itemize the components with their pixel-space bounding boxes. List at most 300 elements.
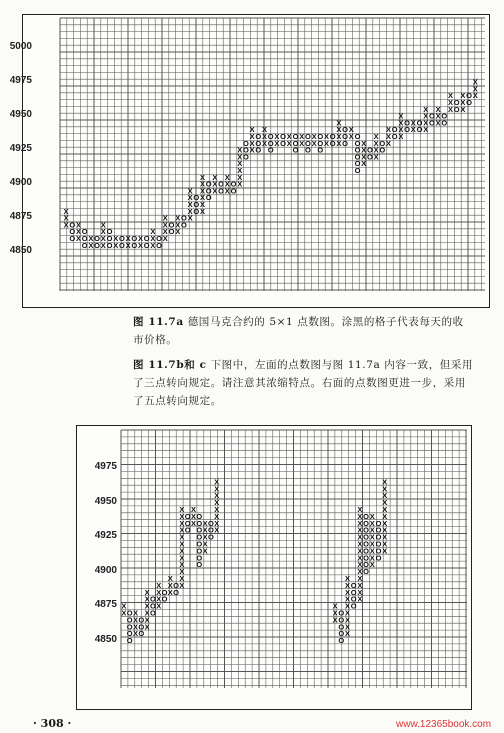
o-mark: O bbox=[106, 240, 113, 250]
x-mark: X bbox=[162, 234, 168, 243]
o-mark: O bbox=[466, 98, 473, 107]
chart-bc-grid bbox=[121, 430, 467, 688]
o-mark: O bbox=[255, 138, 262, 148]
x-mark: X bbox=[175, 220, 181, 230]
x-mark: X bbox=[249, 138, 255, 148]
o-mark: O bbox=[255, 132, 262, 141]
o-mark: O bbox=[304, 145, 311, 155]
x-mark: X bbox=[175, 213, 181, 223]
x-mark: X bbox=[385, 132, 392, 141]
x-mark: X bbox=[144, 594, 150, 604]
o-mark: O bbox=[193, 206, 200, 216]
x-mark: X bbox=[344, 601, 351, 611]
x-mark: X bbox=[144, 601, 150, 611]
o-mark: O bbox=[149, 601, 156, 611]
x-mark: X bbox=[423, 111, 429, 121]
o-mark: O bbox=[94, 234, 101, 243]
x-mark: X bbox=[357, 587, 363, 597]
x-mark: X bbox=[472, 77, 478, 87]
x-mark: X bbox=[224, 186, 230, 196]
x-mark: X bbox=[156, 587, 162, 597]
x-mark: X bbox=[382, 477, 388, 487]
o-mark: O bbox=[196, 539, 203, 549]
o-mark: O bbox=[363, 532, 370, 542]
x-mark: X bbox=[369, 518, 375, 528]
o-mark: O bbox=[126, 622, 133, 632]
x-mark: X bbox=[344, 594, 351, 604]
y-tick-label: 4975 bbox=[9, 75, 32, 86]
o-mark: O bbox=[354, 159, 361, 169]
o-mark: O bbox=[363, 553, 370, 563]
x-mark: X bbox=[187, 200, 193, 209]
x-mark: X bbox=[237, 145, 243, 155]
o-mark: O bbox=[118, 234, 125, 243]
x-mark: X bbox=[167, 574, 173, 583]
o-mark: O bbox=[338, 622, 345, 632]
o-mark: O bbox=[180, 213, 187, 223]
o-mark: O bbox=[317, 145, 324, 155]
x-mark: X bbox=[132, 622, 139, 632]
x-mark: X bbox=[344, 615, 351, 625]
o-mark: O bbox=[69, 227, 76, 237]
x-mark: X bbox=[179, 511, 185, 521]
x-mark: X bbox=[63, 206, 69, 216]
o-mark: O bbox=[366, 145, 373, 155]
x-mark: X bbox=[398, 111, 404, 121]
x-mark: X bbox=[224, 179, 230, 189]
o-mark: O bbox=[131, 234, 138, 243]
o-mark: O bbox=[94, 240, 101, 250]
caption-fig-bc-lead: 图 11.7b和 c bbox=[133, 359, 207, 371]
x-mark: X bbox=[357, 511, 363, 521]
o-mark: O bbox=[354, 145, 361, 155]
x-mark: X bbox=[88, 240, 94, 250]
y-tick-label: 4950 bbox=[94, 495, 117, 507]
x-mark: X bbox=[179, 567, 185, 577]
x-mark: X bbox=[199, 172, 206, 182]
x-mark: X bbox=[373, 145, 379, 155]
o-mark: O bbox=[193, 200, 200, 209]
x-mark: X bbox=[187, 206, 193, 216]
x-mark: X bbox=[332, 615, 338, 625]
x-mark: X bbox=[423, 125, 429, 135]
x-mark: X bbox=[113, 234, 119, 243]
o-mark: O bbox=[453, 98, 460, 107]
x-mark: X bbox=[137, 234, 144, 243]
x-mark: X bbox=[423, 118, 429, 128]
x-mark: X bbox=[344, 622, 351, 632]
x-mark: X bbox=[323, 138, 330, 148]
o-mark: O bbox=[184, 511, 191, 521]
x-mark: X bbox=[382, 525, 388, 535]
x-mark: X bbox=[175, 227, 181, 237]
x-mark: X bbox=[249, 132, 255, 141]
x-mark: X bbox=[357, 567, 363, 577]
x-mark: X bbox=[144, 608, 150, 618]
x-mark: X bbox=[382, 505, 388, 514]
caption-fig-bc-line2: 了三点转向规定。请注意其浓缩特点。右面的点数图更进一步，采用 bbox=[133, 377, 466, 389]
o-mark: O bbox=[242, 145, 249, 155]
x-mark: X bbox=[162, 213, 168, 223]
x-mark: X bbox=[179, 580, 185, 590]
x-mark: X bbox=[214, 498, 220, 508]
o-mark: O bbox=[180, 220, 187, 230]
chart-bc-frame bbox=[76, 425, 472, 710]
o-mark: O bbox=[354, 132, 361, 141]
x-mark: X bbox=[156, 601, 162, 611]
o-mark: O bbox=[267, 132, 274, 141]
o-mark: O bbox=[168, 220, 175, 230]
o-mark: O bbox=[338, 608, 345, 618]
x-mark: X bbox=[382, 532, 388, 542]
x-mark: X bbox=[75, 220, 82, 230]
x-mark: X bbox=[336, 138, 342, 148]
o-mark: O bbox=[207, 532, 214, 542]
o-mark: O bbox=[441, 111, 448, 121]
x-mark: X bbox=[179, 546, 185, 556]
x-mark: X bbox=[382, 498, 388, 508]
x-mark: X bbox=[286, 138, 292, 148]
x-mark: X bbox=[398, 125, 404, 135]
x-mark: X bbox=[357, 539, 363, 549]
x-mark: X bbox=[113, 240, 119, 250]
o-mark: O bbox=[138, 629, 145, 639]
x-mark: X bbox=[382, 491, 388, 501]
o-mark: O bbox=[196, 553, 203, 563]
x-mark: X bbox=[212, 186, 218, 196]
o-mark: O bbox=[242, 138, 249, 148]
x-mark: X bbox=[132, 608, 139, 618]
x-mark: X bbox=[348, 125, 354, 135]
x-mark: X bbox=[344, 580, 351, 590]
x-mark: X bbox=[447, 98, 454, 107]
x-mark: X bbox=[299, 132, 305, 141]
o-mark: O bbox=[81, 240, 88, 250]
o-mark: O bbox=[205, 193, 212, 203]
x-mark: X bbox=[382, 546, 388, 556]
x-mark: X bbox=[373, 152, 379, 162]
o-mark: O bbox=[242, 152, 249, 162]
o-mark: O bbox=[292, 145, 299, 155]
x-mark: X bbox=[286, 132, 292, 141]
x-mark: X bbox=[75, 234, 82, 243]
y-tick-label: 4975 bbox=[94, 461, 117, 472]
x-mark: X bbox=[369, 546, 375, 556]
o-mark: O bbox=[81, 227, 88, 237]
o-mark: O bbox=[143, 234, 150, 243]
o-mark: O bbox=[143, 240, 150, 250]
x-mark: X bbox=[344, 629, 351, 639]
x-mark: X bbox=[249, 145, 255, 155]
o-mark: O bbox=[375, 546, 382, 556]
x-mark: X bbox=[150, 227, 156, 237]
o-mark: O bbox=[138, 622, 145, 632]
x-mark: X bbox=[460, 98, 466, 107]
x-mark: X bbox=[214, 505, 220, 514]
x-mark: X bbox=[261, 125, 268, 135]
x-mark: X bbox=[398, 118, 404, 128]
x-mark: X bbox=[237, 152, 243, 162]
o-mark: O bbox=[338, 636, 345, 646]
x-mark: X bbox=[190, 511, 197, 521]
o-mark: O bbox=[350, 594, 357, 604]
x-mark: X bbox=[311, 132, 317, 141]
x-mark: X bbox=[156, 580, 162, 590]
x-mark: X bbox=[336, 125, 342, 135]
x-mark: X bbox=[369, 560, 375, 570]
x-mark: X bbox=[202, 546, 208, 556]
caption-fig-a-line2: 市价格。 bbox=[133, 334, 178, 346]
x-mark: X bbox=[100, 227, 106, 237]
x-mark: X bbox=[361, 159, 367, 169]
x-mark: X bbox=[212, 179, 218, 189]
x-mark: X bbox=[357, 574, 363, 583]
x-mark: X bbox=[357, 580, 363, 590]
o-mark: O bbox=[292, 138, 299, 148]
x-mark: X bbox=[125, 240, 131, 250]
x-mark: X bbox=[187, 193, 193, 203]
x-mark: X bbox=[385, 138, 392, 148]
o-mark: O bbox=[149, 608, 156, 618]
x-mark: X bbox=[132, 615, 139, 625]
x-mark: X bbox=[435, 111, 441, 121]
o-mark: O bbox=[428, 118, 435, 128]
y-tick-label: 4850 bbox=[9, 245, 32, 256]
x-mark: X bbox=[100, 234, 106, 243]
o-mark: O bbox=[207, 518, 214, 528]
x-mark: X bbox=[144, 615, 150, 625]
o-mark: O bbox=[375, 532, 382, 542]
x-mark: X bbox=[190, 518, 197, 528]
y-tick-label: 4900 bbox=[9, 177, 32, 188]
x-mark: X bbox=[121, 601, 127, 611]
x-mark: X bbox=[369, 553, 375, 563]
x-mark: X bbox=[167, 587, 173, 597]
x-mark: X bbox=[137, 240, 144, 250]
x-mark: X bbox=[199, 193, 206, 203]
x-mark: X bbox=[369, 539, 375, 549]
o-mark: O bbox=[205, 186, 212, 196]
x-mark: X bbox=[336, 118, 342, 128]
o-mark: O bbox=[404, 118, 411, 128]
o-mark: O bbox=[342, 138, 349, 148]
x-mark: X bbox=[214, 484, 220, 494]
x-mark: X bbox=[187, 186, 193, 196]
o-mark: O bbox=[366, 152, 373, 162]
o-mark: O bbox=[304, 138, 311, 148]
x-mark: X bbox=[156, 594, 162, 604]
x-mark: X bbox=[132, 629, 139, 639]
x-mark: X bbox=[385, 125, 392, 135]
x-mark: X bbox=[199, 206, 206, 216]
x-mark: X bbox=[190, 505, 197, 514]
x-mark: X bbox=[472, 91, 478, 101]
y-tick-label: 4850 bbox=[94, 633, 117, 645]
x-mark: X bbox=[214, 525, 220, 535]
o-mark: O bbox=[354, 166, 361, 175]
x-mark: X bbox=[179, 574, 185, 583]
o-mark: O bbox=[375, 525, 382, 535]
o-mark: O bbox=[126, 629, 133, 639]
o-mark: O bbox=[118, 240, 125, 250]
o-mark: O bbox=[404, 125, 411, 135]
x-mark: X bbox=[348, 132, 354, 141]
o-mark: O bbox=[391, 132, 398, 141]
o-mark: O bbox=[441, 118, 448, 128]
x-mark: X bbox=[167, 580, 173, 590]
x-mark: X bbox=[199, 179, 206, 189]
o-mark: O bbox=[193, 193, 200, 203]
o-mark: O bbox=[329, 138, 336, 148]
caption-fig-bc-line3: 了五点转向规定。 bbox=[133, 395, 222, 407]
y-tick-label: 5000 bbox=[9, 41, 32, 52]
o-mark: O bbox=[173, 580, 180, 590]
o-mark: O bbox=[156, 240, 163, 250]
x-mark: X bbox=[344, 587, 351, 597]
x-mark: X bbox=[373, 138, 379, 148]
x-mark: X bbox=[435, 104, 441, 114]
x-mark: X bbox=[460, 91, 466, 101]
x-mark: X bbox=[382, 484, 388, 494]
o-mark: O bbox=[363, 518, 370, 528]
o-mark: O bbox=[106, 227, 113, 237]
x-mark: X bbox=[100, 240, 106, 250]
x-mark: X bbox=[410, 125, 416, 135]
o-mark: O bbox=[354, 152, 361, 162]
x-mark: X bbox=[237, 179, 243, 189]
o-mark: O bbox=[267, 138, 274, 148]
x-mark: X bbox=[214, 477, 220, 487]
o-mark: O bbox=[363, 511, 370, 521]
x-mark: X bbox=[369, 525, 375, 535]
o-mark: O bbox=[428, 111, 435, 121]
x-mark: X bbox=[179, 518, 185, 528]
x-mark: X bbox=[361, 145, 367, 155]
chart-a-frame bbox=[22, 14, 490, 308]
x-mark: X bbox=[237, 172, 243, 182]
y-tick-label: 4950 bbox=[9, 109, 32, 120]
chart-bc-plot bbox=[77, 426, 471, 709]
caption-fig-a-lead: 图 11.7a bbox=[133, 316, 184, 328]
o-mark: O bbox=[280, 132, 287, 141]
o-mark: O bbox=[338, 615, 345, 625]
o-mark: O bbox=[69, 234, 76, 243]
x-mark: X bbox=[373, 132, 379, 141]
o-mark: O bbox=[230, 186, 237, 196]
chart-a-plot bbox=[23, 15, 489, 307]
o-mark: O bbox=[138, 615, 145, 625]
o-mark: O bbox=[363, 560, 370, 570]
x-mark: X bbox=[357, 525, 363, 535]
o-mark: O bbox=[196, 525, 203, 535]
page-number: · 308 · bbox=[33, 717, 72, 730]
o-mark: O bbox=[196, 532, 203, 542]
o-mark: O bbox=[375, 553, 382, 563]
x-mark: X bbox=[369, 511, 375, 521]
o-mark: O bbox=[156, 234, 163, 243]
o-mark: O bbox=[161, 587, 168, 597]
x-mark: X bbox=[214, 511, 220, 521]
caption-fig-a-line1: 德国马克合约的 5×1 点数图。涂黑的格子代表每天的收 bbox=[187, 316, 464, 328]
x-mark: X bbox=[274, 138, 280, 148]
caption-fig-a bbox=[133, 313, 495, 349]
o-mark: O bbox=[218, 179, 225, 189]
o-mark: O bbox=[317, 132, 324, 141]
o-mark: O bbox=[363, 546, 370, 556]
o-mark: O bbox=[280, 138, 287, 148]
o-mark: O bbox=[304, 132, 311, 141]
y-tick-label: 4925 bbox=[94, 530, 117, 541]
x-mark: X bbox=[323, 132, 330, 141]
x-mark: X bbox=[179, 525, 185, 535]
x-mark: X bbox=[344, 574, 351, 583]
o-mark: O bbox=[350, 580, 357, 590]
x-mark: X bbox=[311, 138, 317, 148]
o-mark: O bbox=[363, 567, 370, 577]
o-mark: O bbox=[267, 145, 274, 155]
o-mark: O bbox=[350, 587, 357, 597]
x-mark: X bbox=[100, 220, 106, 230]
o-mark: O bbox=[81, 234, 88, 243]
x-mark: X bbox=[121, 608, 127, 618]
x-mark: X bbox=[88, 234, 94, 243]
o-mark: O bbox=[196, 560, 203, 570]
o-mark: O bbox=[379, 138, 386, 148]
x-mark: X bbox=[398, 132, 404, 141]
x-mark: X bbox=[179, 505, 185, 514]
x-mark: X bbox=[199, 200, 206, 209]
o-mark: O bbox=[416, 118, 423, 128]
x-mark: X bbox=[382, 539, 388, 549]
o-mark: O bbox=[106, 234, 113, 243]
x-mark: X bbox=[214, 518, 220, 528]
x-mark: X bbox=[202, 525, 208, 535]
x-mark: X bbox=[423, 104, 429, 114]
x-mark: X bbox=[357, 532, 363, 542]
x-mark: X bbox=[179, 539, 185, 549]
o-mark: O bbox=[196, 518, 203, 528]
x-mark: X bbox=[179, 532, 185, 542]
y-tick-label: 4875 bbox=[94, 599, 117, 610]
x-mark: X bbox=[357, 553, 363, 563]
o-mark: O bbox=[126, 608, 133, 618]
x-mark: X bbox=[125, 234, 131, 243]
o-mark: O bbox=[168, 227, 175, 237]
o-mark: O bbox=[329, 132, 336, 141]
o-mark: O bbox=[466, 91, 473, 101]
o-mark: O bbox=[205, 179, 212, 189]
x-mark: X bbox=[144, 622, 150, 632]
y-tick-label: 4875 bbox=[9, 211, 32, 222]
x-mark: X bbox=[212, 172, 218, 182]
caption-fig-bc bbox=[133, 356, 495, 410]
o-mark: O bbox=[342, 125, 349, 135]
o-mark: O bbox=[391, 125, 398, 135]
x-mark: X bbox=[336, 132, 342, 141]
o-mark: O bbox=[126, 615, 133, 625]
x-mark: X bbox=[357, 546, 363, 556]
x-mark: X bbox=[63, 213, 69, 223]
o-mark: O bbox=[354, 138, 361, 148]
x-mark: X bbox=[357, 594, 363, 604]
o-mark: O bbox=[131, 240, 138, 250]
x-mark: X bbox=[162, 227, 168, 237]
o-mark: O bbox=[173, 587, 180, 597]
o-mark: O bbox=[69, 220, 76, 230]
o-mark: O bbox=[338, 629, 345, 639]
x-mark: X bbox=[447, 91, 454, 101]
x-mark: X bbox=[75, 227, 82, 237]
